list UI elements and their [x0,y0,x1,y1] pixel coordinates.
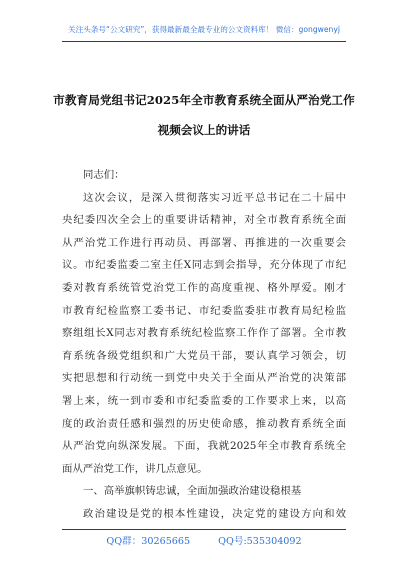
body-line: 度的政治责任感和强烈的历史使命感，推动教育系统全面 [62,417,346,430]
body-line: 从严治党工作进行再动员、再部署、再推进的一次重要会 [62,236,346,249]
body-line: 察组组长X同志对教育系统纪检监察工作作了部署。全市教 [62,327,346,340]
body-line: 议。市纪委监委二室主任X同志到会指导，充分体现了市纪 [62,259,346,272]
footer-qq-number: QQ号:535304092 [218,536,302,547]
body-line: 育系统各级党组织和广大党员干部，要认真学习领会，切 [62,349,346,362]
body-line: 政治建设是党的根本性建设，决定党的建设方向和效 [83,507,346,520]
footer-contact [0,533,408,547]
body-line: 实把思想和行动统一到党中央关于全面从严治党的决策部 [62,372,346,385]
document-title-line-1: 市教育局党组书记2025年全市教育系统全面从严治党工作 [53,93,355,107]
body-line: 从严治党向纵深发展。下面，我就2025年全市教育系统全 [62,440,346,453]
body-line: 委对教育系统管党治党工作的高度重视、格外厚爱。刚才 [62,281,346,294]
footer-divider [62,529,346,530]
document-title-line-2: 视频会议上的讲话 [157,123,251,137]
section-heading: 一、高举旗帜铸忠诚，全面加强政治建设稳根基 [83,485,302,498]
body-line: 署上来，统一到市委和市纪委监委的工作要求上来，以高 [62,394,346,407]
header-divider [62,41,346,42]
salutation: 同志们： [83,169,125,181]
header-promo-text: 关注头条号“公文研究”，获得最新最全最专业的公文资料库！ 微信：gongwenyj [68,25,340,34]
body-line: 面从严治党工作，讲几点意见。 [62,462,208,475]
document-body [62,164,346,526]
body-line: 央纪委四次全会上的重要讲话精神，对全市教育系统全面 [62,214,346,227]
body-line: 这次会议，是深入贯彻落实习近平总书记在二十届中 [83,191,346,204]
footer-qq-group: QQ群：30265665 [106,536,191,547]
body-line: 市教育纪检监察工委书记、市纪委监委驻市教育局纪检监 [62,304,346,317]
